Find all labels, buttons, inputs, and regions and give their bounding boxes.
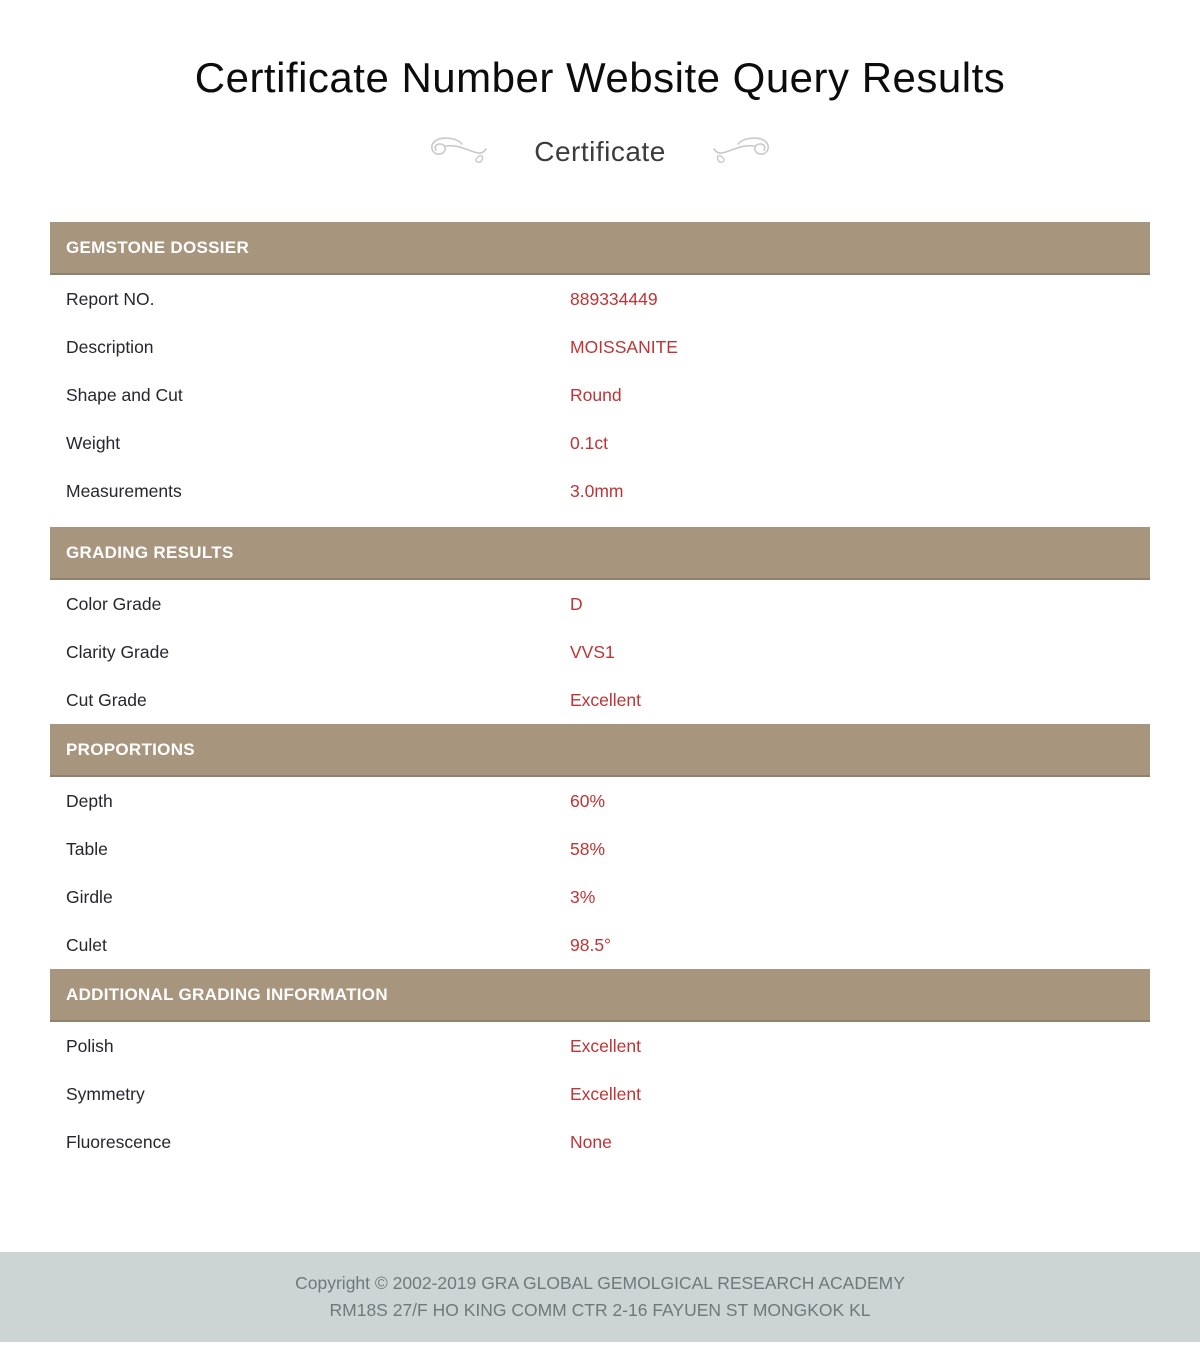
section-rows — [50, 580, 1150, 724]
row-label: Shape and Cut — [66, 384, 183, 405]
row-label: Depth — [66, 790, 113, 811]
row-value: 889334449 — [570, 288, 658, 309]
table-row — [50, 580, 1150, 628]
table-row — [50, 1118, 1150, 1166]
row-value: 98.5° — [570, 934, 612, 955]
row-value: Excellent — [570, 1035, 642, 1056]
row-label: Cut Grade — [66, 689, 147, 710]
row-value: Round — [570, 384, 622, 405]
table-row — [50, 873, 1150, 921]
section-header-label: GEMSTONE DOSSIER — [66, 237, 250, 257]
section-header-label: ADDITIONAL GRADING INFORMATION — [66, 984, 388, 1004]
certificate-section — [50, 527, 1150, 724]
table-row — [50, 323, 1150, 371]
section-header — [50, 222, 1150, 275]
row-label: Table — [66, 838, 108, 859]
row-label: Symmetry — [66, 1083, 145, 1104]
certificate-heading-row — [0, 132, 1200, 172]
table-row — [50, 676, 1150, 724]
table-row — [50, 1070, 1150, 1118]
row-label: Girdle — [66, 886, 113, 907]
row-value: 3.0mm — [570, 480, 624, 501]
table-row — [50, 419, 1150, 467]
table-row — [50, 467, 1150, 515]
row-label: Weight — [66, 432, 121, 453]
footer-address: RM18S 27/F HO KING COMM CTR 2-16 FAYUEN ST MONGKOK KL — [329, 1300, 871, 1321]
certificate-heading: Certificate — [534, 136, 666, 168]
table-row — [50, 628, 1150, 676]
row-value: VVS1 — [570, 641, 615, 662]
table-row — [50, 921, 1150, 969]
footer — [0, 1252, 1200, 1342]
row-value: Excellent — [570, 1083, 642, 1104]
row-label: Measurements — [66, 480, 182, 501]
section-header-label: GRADING RESULTS — [66, 542, 234, 562]
row-value: 58% — [570, 838, 606, 859]
row-value: 60% — [570, 790, 606, 811]
row-label: Description — [66, 336, 154, 357]
row-label: Color Grade — [66, 593, 162, 614]
row-value: D — [570, 593, 583, 614]
section-header-label: PROPORTIONS — [66, 739, 195, 759]
flourish-left-icon — [426, 134, 488, 170]
table-row — [50, 371, 1150, 419]
page-title: Certificate Number Website Query Results — [194, 54, 1006, 101]
row-value: Excellent — [570, 689, 642, 710]
row-value: 0.1ct — [570, 432, 608, 453]
flourish-right-icon — [712, 134, 774, 170]
row-label: Polish — [66, 1035, 114, 1056]
section-rows — [50, 275, 1150, 527]
certificate-section — [50, 222, 1150, 527]
row-label: Fluorescence — [66, 1131, 172, 1152]
footer-copyright: Copyright © 2002-2019 GRA GLOBAL GEMOLGICAL RESEARCH ACADEMY — [295, 1273, 905, 1294]
row-value: MOISSANITE — [570, 336, 678, 357]
row-value: None — [570, 1131, 612, 1152]
table-row — [50, 825, 1150, 873]
section-rows — [50, 777, 1150, 969]
section-rows — [50, 1022, 1150, 1166]
certificate-section — [50, 969, 1150, 1166]
section-header — [50, 969, 1150, 1022]
section-header — [50, 724, 1150, 777]
row-label: Culet — [66, 934, 107, 955]
table-row — [50, 275, 1150, 323]
row-value: 3% — [570, 886, 596, 907]
certificate-section — [50, 724, 1150, 969]
certificate-panel — [50, 222, 1150, 1166]
table-row — [50, 777, 1150, 825]
table-row — [50, 1022, 1150, 1070]
row-label: Report NO. — [66, 288, 155, 309]
row-label: Clarity Grade — [66, 641, 170, 662]
section-header — [50, 527, 1150, 580]
